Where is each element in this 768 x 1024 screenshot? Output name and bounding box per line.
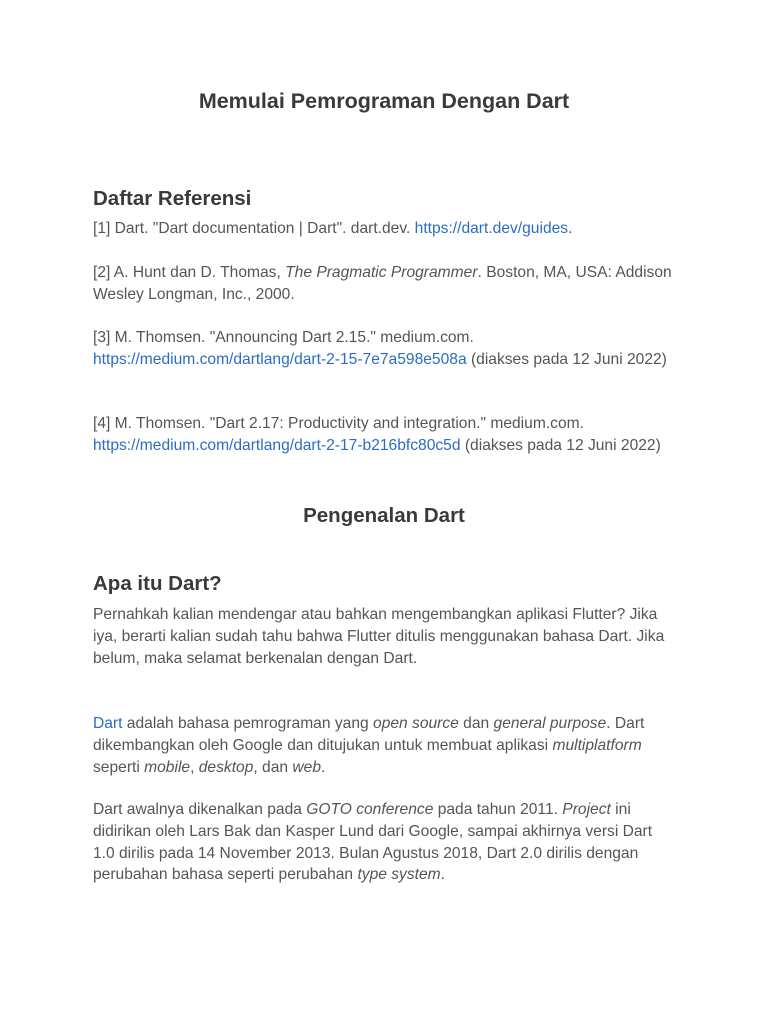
italic-run: web [292, 758, 321, 776]
italic-run: general purpose [493, 715, 607, 732]
reference-prefix: [2] A. Hunt dan D. Thomas, [93, 264, 286, 281]
italic-run: type system [357, 866, 441, 884]
reference-book-title: The Pragmatic Programmer [285, 264, 478, 281]
reference-text [93, 218, 677, 240]
text-run: pada tahun 2011. [433, 801, 563, 818]
italic-run: open source [373, 715, 459, 732]
references-heading: Daftar Referensi [93, 187, 252, 210]
reference-item-1 [93, 218, 677, 240]
text-run: . [440, 866, 445, 884]
reference-link[interactable]: https://medium.com/dartlang/dart-2-17-b216bfc80c5d [93, 436, 461, 454]
intro-subheading-wrap [93, 571, 677, 597]
italic-run: mobile [144, 758, 191, 776]
reference-text [93, 262, 677, 306]
reference-suffix: . [568, 220, 573, 237]
text-run: Dart awalnya dikenalkan pada [93, 801, 307, 818]
reference-prefix: [4] M. Thomsen. "Dart 2.17: Productivity and integration." medium.com. [93, 415, 584, 432]
reference-link[interactable]: https://dart.dev/guides [414, 220, 569, 237]
document-title: Memulai Pemrograman Dengan Dart [198, 89, 570, 113]
section-title: Pengenalan Dart [303, 504, 465, 527]
intro-paragraph-2 [93, 713, 677, 778]
italic-run: desktop [198, 758, 254, 776]
intro-paragraph-1 [93, 604, 677, 669]
reference-suffix: (diakses pada 12 Juni 2022) [466, 350, 667, 368]
reference-link[interactable]: https://medium.com/dartlang/dart-2-15-7e7a598e508a [93, 350, 467, 368]
dart-link[interactable]: Dart [93, 715, 123, 732]
italic-run: GOTO conference [306, 801, 434, 818]
paragraph-text: Pernahkah kalian mendengar atau bahkan mengembangkan aplikasi Flutter? Jika iya, berarti kalian sudah tahu bahwa Flutter ditulis menggunakan bahasa Dart. Jika belum, maka selamat berkenalan dengan Dart. [93, 606, 665, 667]
reference-item-2 [93, 262, 677, 306]
reference-suffix: (diakses pada 12 Juni 2022) [460, 436, 661, 454]
references-section [93, 186, 677, 212]
text-run: , dan [253, 758, 293, 776]
text-run: seperti [93, 758, 145, 776]
reference-item-3 [93, 327, 677, 371]
reference-text [93, 327, 677, 371]
text-run: , [190, 758, 199, 776]
paragraph-text [93, 713, 677, 778]
reference-item-4 [93, 413, 677, 457]
italic-run: Project [562, 801, 611, 818]
reference-prefix: [3] M. Thomsen. "Announcing Dart 2.15." medium.com. [93, 329, 474, 346]
text-run: dan [458, 715, 494, 732]
italic-run: multiplatform [552, 736, 642, 754]
paragraph-text [93, 799, 677, 886]
subheading: Apa itu Dart? [93, 572, 222, 595]
intro-section-title-wrap [0, 503, 768, 529]
intro-paragraph-3 [93, 799, 677, 886]
text-run: adalah bahasa pemrograman yang [122, 715, 374, 732]
reference-prefix: [1] Dart. "Dart documentation | Dart". dart.dev. [93, 220, 415, 237]
text-run: ini didirikan oleh Lars Bak dan Kasper Lund dari Google, sampai akhirnya versi Dart 1.0 dirilis pada 14 November 2013. Bulan Agustus 2018, Dart 2.0 dirilis dengan perubahan bahasa seperti perubahan [93, 801, 653, 884]
text-run: . Dart dikembangkan oleh Google dan ditujukan untuk membuat aplikasi [93, 715, 645, 754]
text-run: . [321, 758, 326, 776]
reference-text [93, 413, 677, 457]
reference-suffix: . Boston, MA, USA: Addison Wesley Longman, Inc., 2000. [93, 264, 672, 303]
